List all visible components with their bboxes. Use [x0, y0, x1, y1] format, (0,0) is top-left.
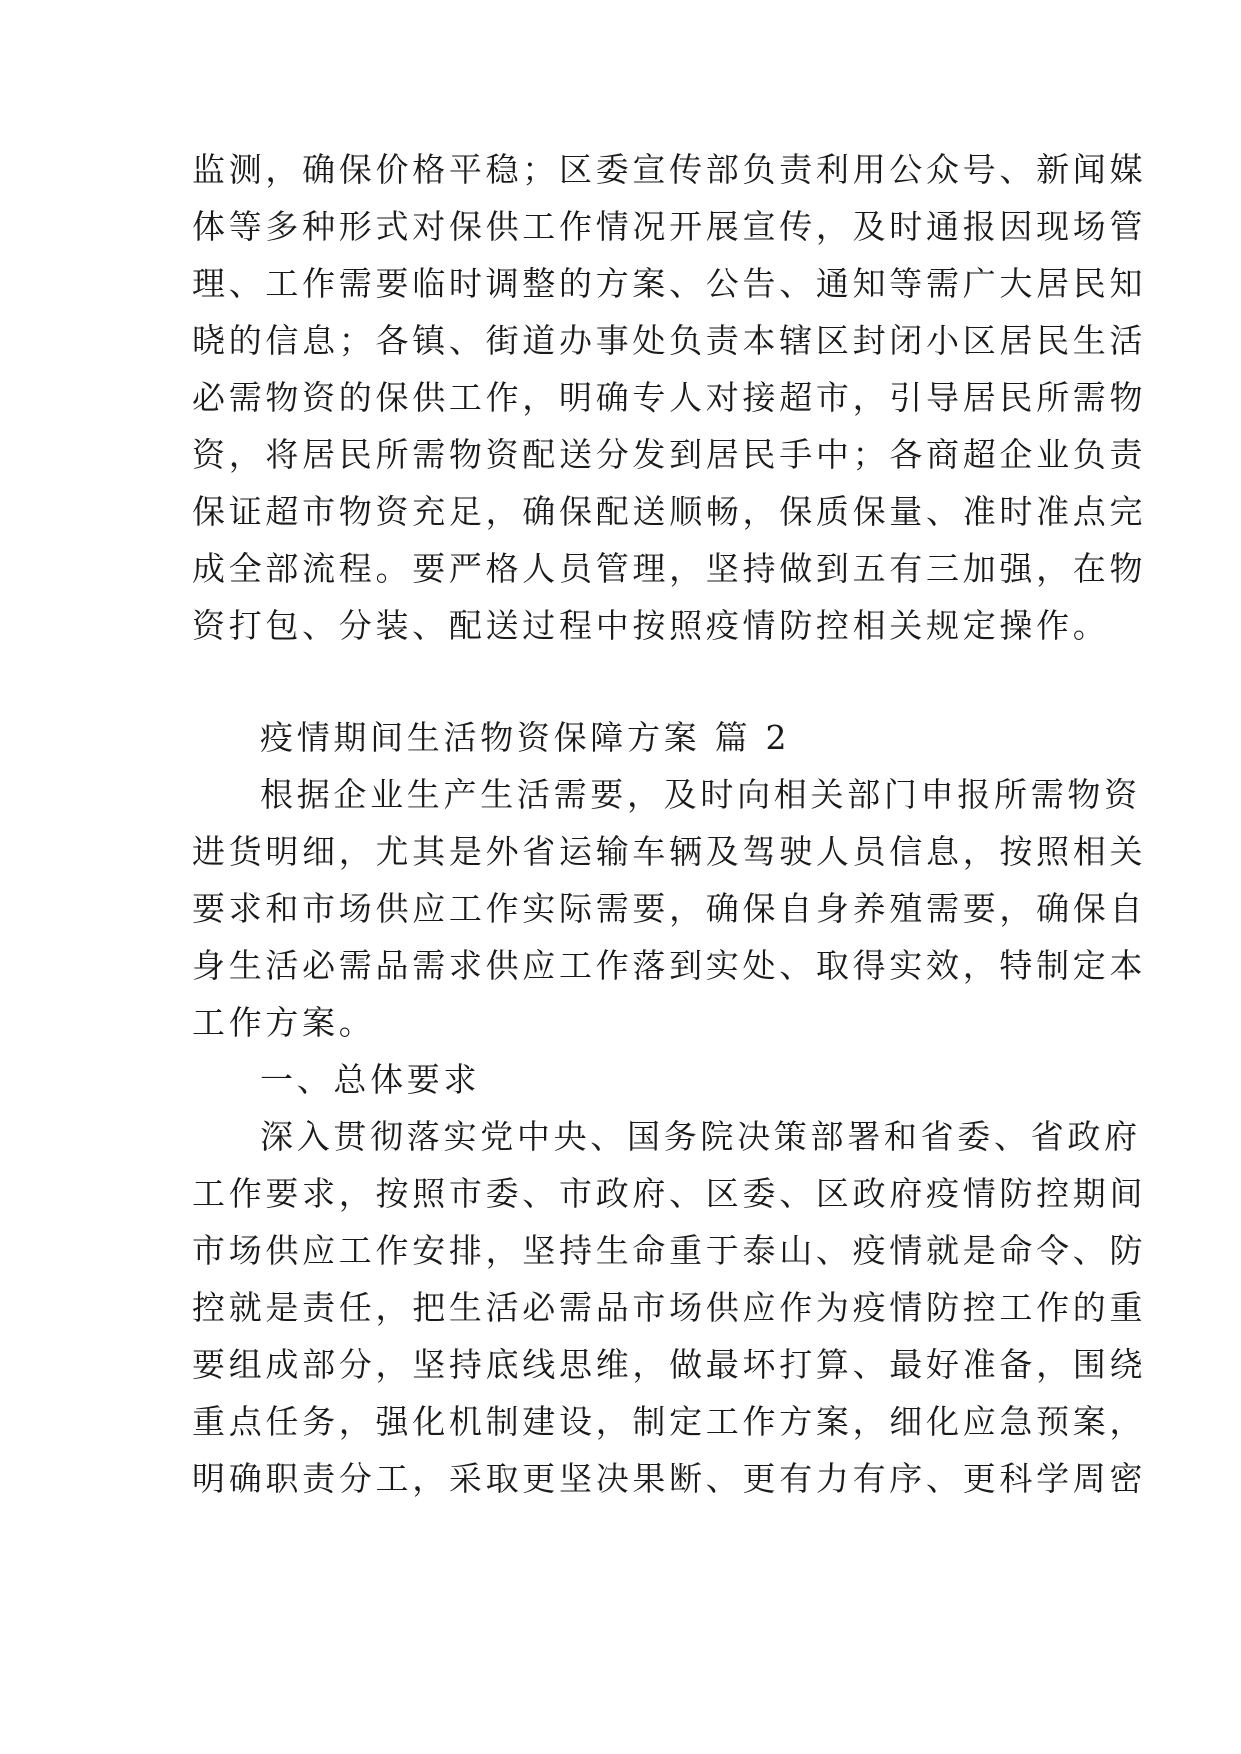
text-line: 必需物资的保供工作，明确专人对接超市，引导居民所需物 [192, 378, 1147, 417]
text-line: 体等多种形式对保供工作情况开展宣传，及时通报因现场管 [192, 207, 1147, 246]
text-line: 成全部流程。要严格人员管理，坚持做到五有三加强，在物 [192, 549, 1147, 588]
text-line: 资打包、分装、配送过程中按照疫情防控相关规定操作。 [192, 606, 1110, 645]
text-line: 工作要求，按照市委、市政府、区委、区政府疫情防控期间 [192, 1174, 1147, 1213]
text-line: 明确职责分工，采取更坚决果断、更有力有序、更科学周密 [192, 1459, 1147, 1498]
text-line: 晓的信息；各镇、街道办事处负责本辖区封闭小区居民生活 [192, 321, 1147, 360]
text-line: 根据企业生产生活需要，及时向相关部门申报所需物资 [260, 775, 1141, 814]
text-line: 控就是责任，把生活必需品市场供应作为疫情防控工作的重 [192, 1288, 1147, 1327]
section-title: 疫情期间生活物资保障方案 篇 2 [260, 718, 791, 757]
text-line: 市场供应工作安排，坚持生命重于泰山、疫情就是命令、防 [192, 1231, 1147, 1270]
text-line: 工作方案。 [192, 1003, 376, 1042]
text-line: 保证超市物资充足，确保配送顺畅，保质保量、准时准点完 [192, 492, 1147, 531]
heading-general-requirements: 一、总体要求 [260, 1060, 481, 1099]
text-line: 要求和市场供应工作实际需要，确保自身养殖需要，确保自 [192, 889, 1147, 928]
text-line: 深入贯彻落实党中央、国务院决策部署和省委、省政府 [260, 1117, 1141, 1156]
text-line: 要组成部分，坚持底线思维，做最坏打算、最好准备，围绕 [192, 1345, 1147, 1384]
text-line: 重点任务，强化机制建设，制定工作方案，细化应急预案， [192, 1402, 1147, 1441]
text-line: 身生活必需品需求供应工作落到实处、取得实效，特制定本 [192, 946, 1147, 985]
text-line: 监测，确保价格平稳；区委宣传部负责利用公众号、新闻媒 [192, 150, 1147, 189]
text-line: 进货明细，尤其是外省运输车辆及驾驶人员信息，按照相关 [192, 832, 1147, 871]
text-line: 资，将居民所需物资配送分发到居民手中；各商超企业负责 [192, 435, 1147, 474]
text-line: 理、工作需要临时调整的方案、公告、通知等需广大居民知 [192, 264, 1147, 303]
